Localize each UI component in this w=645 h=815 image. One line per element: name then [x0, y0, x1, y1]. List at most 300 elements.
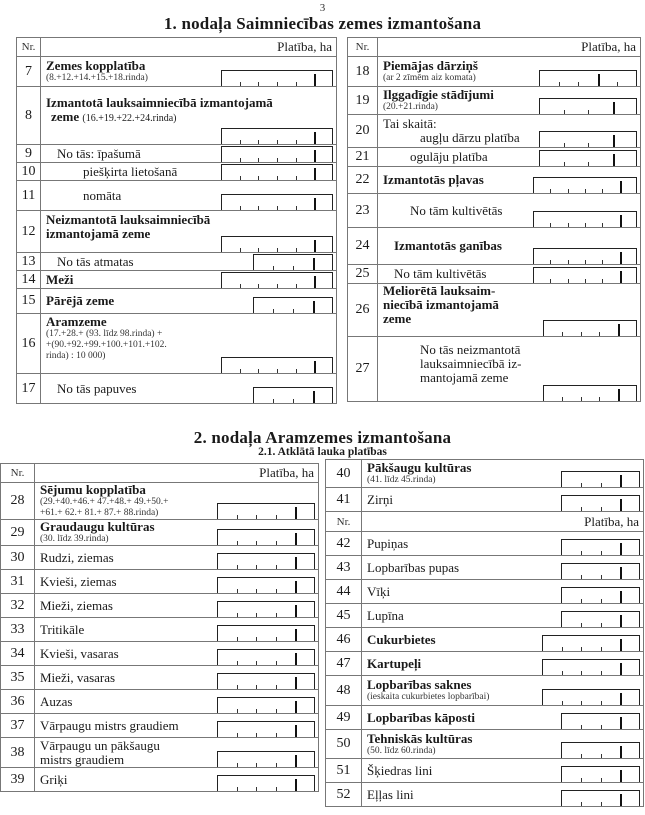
digit-cell-tick — [276, 637, 277, 641]
row-label: Rudzi, ziemas — [40, 549, 114, 565]
digit-cell-tick — [256, 515, 257, 519]
row-number: 27 — [348, 337, 378, 402]
digit-cell-tick — [276, 763, 277, 767]
row-content — [378, 265, 641, 284]
table-row — [1, 618, 319, 642]
area-input-box[interactable] — [217, 577, 315, 593]
row-content — [41, 87, 337, 145]
row-label: Mieži, ziemas — [40, 597, 113, 613]
digit-cell-tick — [588, 162, 589, 166]
digit-cell-tick — [581, 802, 582, 806]
row-number: 29 — [1, 520, 35, 546]
row-note: +(90.+92.+99.+100.+101.+102. — [46, 340, 167, 350]
row-content — [378, 167, 641, 194]
table-row — [348, 265, 641, 284]
decimal-separator-tick — [613, 154, 615, 166]
row-content — [378, 337, 641, 402]
row-number: 48 — [326, 676, 362, 706]
row-content — [378, 115, 641, 148]
digit-cell-tick — [237, 787, 238, 791]
digit-cell-tick — [562, 397, 563, 401]
table-row — [1, 690, 319, 714]
digit-cell-tick — [562, 671, 563, 675]
area-input-box[interactable] — [221, 357, 333, 373]
column-header-area: Platība, ha — [378, 38, 641, 57]
digit-cell-tick — [240, 140, 241, 144]
area-input-box[interactable] — [217, 601, 315, 617]
area-input-box[interactable] — [561, 539, 640, 555]
digit-cell-tick — [256, 733, 257, 737]
digit-cell-tick — [581, 575, 582, 579]
table-row — [17, 314, 337, 374]
row-label-continued: izmantojamā zeme — [46, 225, 151, 241]
digit-cell-tick — [237, 541, 238, 545]
digit-cell-tick — [296, 82, 297, 86]
row-content — [41, 163, 337, 181]
area-input-box[interactable] — [561, 766, 640, 782]
row-label: Kvieši, vasaras — [40, 645, 119, 661]
row-note: (16.+19.+22.+24.rinda) — [82, 112, 177, 124]
row-content — [362, 532, 644, 556]
area-input-box[interactable] — [561, 495, 640, 511]
digit-cell-tick — [293, 266, 294, 270]
table-row — [348, 87, 641, 115]
row-label-continued: niecībā izmantojamā — [383, 297, 499, 312]
digit-cell-tick — [273, 266, 274, 270]
decimal-separator-tick — [314, 150, 316, 162]
row-number: 24 — [348, 228, 378, 265]
digit-cell-tick — [276, 709, 277, 713]
digit-cell-tick — [276, 733, 277, 737]
digit-cell-tick — [258, 176, 259, 180]
digit-cell-tick — [585, 223, 586, 227]
digit-cell-tick — [237, 589, 238, 593]
row-number: 49 — [326, 706, 362, 730]
decimal-separator-tick — [295, 605, 297, 617]
row-label: Kvieši, ziemas — [40, 573, 117, 589]
row-number: 8 — [17, 87, 41, 145]
table-row — [326, 730, 644, 759]
digit-cell-tick — [568, 260, 569, 264]
row-label: Graudaugu kultūras — [40, 519, 155, 534]
area-input-box[interactable] — [217, 625, 315, 641]
row-number: 33 — [1, 618, 35, 642]
row-label: Ilggadīgie stādījumi — [383, 87, 494, 102]
decimal-separator-tick — [620, 215, 622, 227]
digit-cell-tick — [237, 709, 238, 713]
digit-cell-tick — [237, 515, 238, 519]
decimal-separator-tick — [620, 591, 622, 603]
row-content — [362, 759, 644, 783]
table-row — [17, 163, 337, 181]
row-number: 50 — [326, 730, 362, 759]
area-input-box[interactable] — [217, 553, 315, 569]
row-label: Auzas — [40, 693, 73, 709]
decimal-separator-tick — [620, 475, 622, 487]
row-content — [362, 488, 644, 512]
area-input-box[interactable] — [221, 128, 333, 144]
row-number: 34 — [1, 642, 35, 666]
decimal-separator-tick — [295, 533, 297, 545]
digit-cell-tick — [273, 399, 274, 403]
row-number: 44 — [326, 580, 362, 604]
area-input-box[interactable] — [217, 721, 315, 737]
digit-cell-tick — [602, 223, 603, 227]
area-input-box[interactable] — [253, 254, 333, 270]
section2-right-table — [325, 459, 644, 807]
row-note: (ar 2 zīmēm aiz komata) — [383, 73, 476, 83]
digit-cell-tick — [564, 110, 565, 114]
row-number: 16 — [17, 314, 41, 374]
table-row — [1, 714, 319, 738]
area-input-box[interactable] — [539, 150, 637, 166]
decimal-separator-tick — [620, 746, 622, 758]
section1-right-table — [347, 37, 641, 402]
area-input-box[interactable] — [539, 131, 637, 147]
digit-cell-tick — [559, 82, 560, 86]
area-input-box[interactable] — [542, 689, 640, 705]
row-label: Meliorētā lauksaim- — [383, 283, 496, 298]
digit-cell-tick — [240, 82, 241, 86]
row-label: Lopbarības saknes — [367, 677, 472, 692]
row-number: 12 — [17, 211, 41, 253]
row-note: (17.+28.+ (93. līdz 98.rinda) + — [46, 329, 163, 339]
decimal-separator-tick — [295, 653, 297, 665]
area-input-box[interactable] — [253, 297, 333, 313]
digit-cell-tick — [599, 332, 600, 336]
area-input-box[interactable] — [217, 503, 315, 519]
digit-cell-tick — [240, 176, 241, 180]
digit-cell-tick — [568, 189, 569, 193]
area-input-box[interactable] — [533, 267, 637, 283]
table-row — [326, 783, 644, 807]
digit-cell-tick — [258, 369, 259, 373]
digit-cell-tick — [550, 223, 551, 227]
decimal-separator-tick — [314, 240, 316, 252]
row-content — [362, 556, 644, 580]
row-number: 22 — [348, 167, 378, 194]
row-content — [35, 714, 319, 738]
area-input-box[interactable] — [561, 471, 640, 487]
area-input-box[interactable] — [561, 587, 640, 603]
decimal-separator-tick — [618, 389, 620, 401]
row-label: Lopbarības pupas — [367, 559, 460, 575]
decimal-separator-tick — [313, 258, 315, 270]
table-row — [1, 546, 319, 570]
area-input-box[interactable] — [221, 272, 333, 288]
row-content — [362, 652, 644, 676]
digit-cell-tick — [240, 206, 241, 210]
digit-cell-tick — [276, 787, 277, 791]
row-note: (50. līdz 60.rinda) — [367, 745, 436, 756]
decimal-separator-tick — [313, 301, 315, 313]
digit-cell-tick — [581, 778, 582, 782]
row-label: Meži — [46, 271, 74, 287]
row-number: 18 — [348, 57, 378, 87]
table-row — [17, 145, 337, 163]
row-label: Lopbarības kāposti — [367, 709, 476, 725]
row-note: rinda) : 10 000) — [46, 351, 106, 361]
area-input-box[interactable] — [561, 611, 640, 627]
area-input-box[interactable] — [543, 385, 637, 401]
digit-cell-tick — [256, 613, 257, 617]
digit-cell-tick — [277, 284, 278, 288]
row-content — [41, 271, 337, 289]
row-content — [35, 483, 319, 520]
digit-cell-tick — [601, 647, 602, 651]
column-header-nr: Nr. — [326, 512, 362, 532]
row-content — [41, 314, 337, 374]
row-number: 45 — [326, 604, 362, 628]
digit-cell-tick — [276, 541, 277, 545]
row-content — [378, 194, 641, 228]
digit-cell-tick — [601, 575, 602, 579]
digit-cell-tick — [296, 140, 297, 144]
row-label: No tās papuves — [57, 380, 137, 396]
decimal-separator-tick — [314, 74, 316, 86]
row-number: 11 — [17, 181, 41, 211]
digit-cell-tick — [601, 671, 602, 675]
row-number: 41 — [326, 488, 362, 512]
area-input-box[interactable] — [221, 146, 333, 162]
table-row — [326, 580, 644, 604]
table-row — [17, 374, 337, 404]
row-content — [362, 460, 644, 488]
digit-cell-tick — [256, 541, 257, 545]
row-content — [378, 57, 641, 87]
decimal-separator-tick — [620, 615, 622, 627]
row-number: 14 — [17, 271, 41, 289]
row-label: Mieži, vasaras — [40, 669, 116, 685]
digit-cell-tick — [277, 206, 278, 210]
digit-cell-tick — [237, 661, 238, 665]
table-row — [1, 768, 319, 792]
row-content — [35, 618, 319, 642]
row-label-continued: mantojamā zeme — [420, 370, 509, 385]
digit-cell-tick — [237, 637, 238, 641]
column-header-nr: Nr. — [348, 38, 378, 57]
decimal-separator-tick — [620, 770, 622, 782]
decimal-separator-tick — [295, 725, 297, 737]
row-label-continued: zeme — [51, 108, 80, 124]
row-label: Sējumu kopplatība — [40, 482, 146, 497]
table-header-row — [326, 512, 644, 532]
column-header-nr: Nr. — [1, 464, 35, 483]
area-input-box[interactable] — [217, 649, 315, 665]
area-input-box[interactable] — [533, 177, 637, 193]
row-note: (30. līdz 39.rinda) — [40, 534, 109, 544]
column-header-area: Platība, ha — [35, 464, 319, 483]
digit-cell-tick — [237, 613, 238, 617]
digit-cell-tick — [601, 551, 602, 555]
page-number: 3 — [319, 2, 326, 14]
digit-cell-tick — [601, 701, 602, 705]
row-content — [35, 666, 319, 690]
table-row — [326, 556, 644, 580]
digit-cell-tick — [258, 284, 259, 288]
row-label: Izmantotās ganības — [394, 238, 502, 253]
area-input-box[interactable] — [542, 659, 640, 675]
row-content — [362, 604, 644, 628]
area-input-box[interactable] — [217, 529, 315, 545]
digit-cell-tick — [277, 82, 278, 86]
digit-cell-tick — [296, 176, 297, 180]
row-label-continued: mistrs graudiem — [40, 751, 125, 767]
decimal-separator-tick — [295, 557, 297, 569]
digit-cell-tick — [601, 599, 602, 603]
table-row — [17, 211, 337, 253]
table-row — [1, 666, 319, 690]
row-number: 32 — [1, 594, 35, 618]
row-number: 25 — [348, 265, 378, 284]
column-header-nr: Nr. — [17, 38, 41, 57]
decimal-separator-tick — [620, 271, 622, 283]
row-content — [41, 374, 337, 404]
area-input-box[interactable] — [561, 790, 640, 806]
row-label-continued: zeme — [383, 311, 412, 326]
area-input-box[interactable] — [221, 164, 333, 180]
section1-title: 1. nodaļa Saimniecības zemes izmantošana — [163, 14, 482, 33]
area-input-box[interactable] — [542, 635, 640, 651]
decimal-separator-tick — [295, 581, 297, 593]
row-content — [378, 87, 641, 115]
digit-cell-tick — [277, 369, 278, 373]
digit-cell-tick — [588, 143, 589, 147]
table-row — [348, 115, 641, 148]
decimal-separator-tick — [613, 135, 615, 147]
row-number: 21 — [348, 148, 378, 167]
decimal-separator-tick — [620, 717, 622, 729]
digit-cell-tick — [256, 763, 257, 767]
digit-cell-tick — [276, 565, 277, 569]
row-number: 28 — [1, 483, 35, 520]
area-input-box[interactable] — [217, 697, 315, 713]
area-input-box[interactable] — [561, 742, 640, 758]
decimal-separator-tick — [620, 181, 622, 193]
area-input-box[interactable] — [217, 673, 315, 689]
digit-cell-tick — [296, 369, 297, 373]
digit-cell-tick — [258, 248, 259, 252]
row-label-continued: augļu dārzu platība — [420, 130, 520, 145]
digit-cell-tick — [581, 397, 582, 401]
area-input-box[interactable] — [221, 236, 333, 252]
area-input-box[interactable] — [539, 98, 637, 114]
row-label: No tās atmatas — [57, 253, 134, 269]
area-input-box[interactable] — [217, 775, 315, 791]
digit-cell-tick — [562, 332, 563, 336]
digit-cell-tick — [277, 176, 278, 180]
digit-cell-tick — [277, 248, 278, 252]
digit-cell-tick — [258, 140, 259, 144]
decimal-separator-tick — [620, 639, 622, 651]
digit-cell-tick — [585, 279, 586, 283]
row-number: 13 — [17, 253, 41, 271]
area-input-box[interactable] — [217, 751, 315, 767]
row-number: 15 — [17, 289, 41, 314]
row-number: 7 — [17, 57, 41, 87]
table-row — [348, 57, 641, 87]
section1-left-table — [16, 37, 337, 404]
table-row — [326, 759, 644, 783]
row-note: (41. līdz 45.rinda) — [367, 475, 436, 485]
digit-cell-tick — [601, 507, 602, 511]
row-number: 40 — [326, 460, 362, 488]
area-input-box[interactable] — [253, 387, 333, 403]
table-row — [348, 284, 641, 337]
row-content — [362, 580, 644, 604]
row-note: (29.+40.+46.+ 47.+48.+ 49.+50.+ — [40, 497, 169, 507]
row-label: Pākšaugu kultūras — [367, 460, 472, 475]
row-label: Tai skaitā: — [383, 116, 437, 131]
area-input-box[interactable] — [543, 320, 637, 336]
digit-cell-tick — [256, 685, 257, 689]
decimal-separator-tick — [295, 677, 297, 689]
row-label: Piemājas dārziņš — [383, 58, 478, 73]
decimal-separator-tick — [314, 361, 316, 373]
digit-cell-tick — [601, 802, 602, 806]
area-input-box[interactable] — [221, 194, 333, 210]
row-content — [362, 730, 644, 759]
digit-cell-tick — [258, 82, 259, 86]
decimal-separator-tick — [314, 168, 316, 180]
area-input-box[interactable] — [533, 211, 637, 227]
row-number: 43 — [326, 556, 362, 580]
digit-cell-tick — [276, 515, 277, 519]
digit-cell-tick — [256, 661, 257, 665]
row-label: Vārpaugu un pākšaugu — [40, 737, 160, 753]
area-input-box[interactable] — [561, 713, 640, 729]
decimal-separator-tick — [295, 507, 297, 519]
row-content — [35, 570, 319, 594]
area-input-box[interactable] — [533, 248, 637, 264]
area-input-box[interactable] — [561, 563, 640, 579]
section2-left-table — [0, 463, 319, 792]
decimal-separator-tick — [314, 198, 316, 210]
digit-cell-tick — [588, 110, 589, 114]
row-content — [41, 253, 337, 271]
row-content — [35, 690, 319, 714]
table-row — [1, 642, 319, 666]
table-header-row — [348, 38, 641, 57]
digit-cell-tick — [256, 709, 257, 713]
row-number: 26 — [348, 284, 378, 337]
row-content — [35, 642, 319, 666]
area-input-box[interactable] — [539, 70, 637, 86]
row-content — [35, 546, 319, 570]
decimal-separator-tick — [620, 794, 622, 806]
row-label: Cukurbietes — [367, 631, 436, 647]
digit-cell-tick — [240, 248, 241, 252]
row-note: (ieskaita cukurbietes lopbarībai) — [367, 692, 490, 702]
digit-cell-tick — [602, 279, 603, 283]
area-input-box[interactable] — [221, 70, 333, 86]
digit-cell-tick — [568, 223, 569, 227]
row-label: Lupīna — [367, 607, 404, 623]
table-row — [326, 652, 644, 676]
row-label: Izmantotā lauksaimniecībā izmantojamā — [46, 94, 273, 110]
digit-cell-tick — [276, 685, 277, 689]
row-number: 42 — [326, 532, 362, 556]
table-row — [1, 594, 319, 618]
row-number: 38 — [1, 738, 35, 768]
digit-cell-tick — [276, 589, 277, 593]
decimal-separator-tick — [295, 779, 297, 791]
row-content — [378, 148, 641, 167]
digit-cell-tick — [585, 189, 586, 193]
digit-cell-tick — [256, 589, 257, 593]
digit-cell-tick — [564, 143, 565, 147]
row-number: 37 — [1, 714, 35, 738]
